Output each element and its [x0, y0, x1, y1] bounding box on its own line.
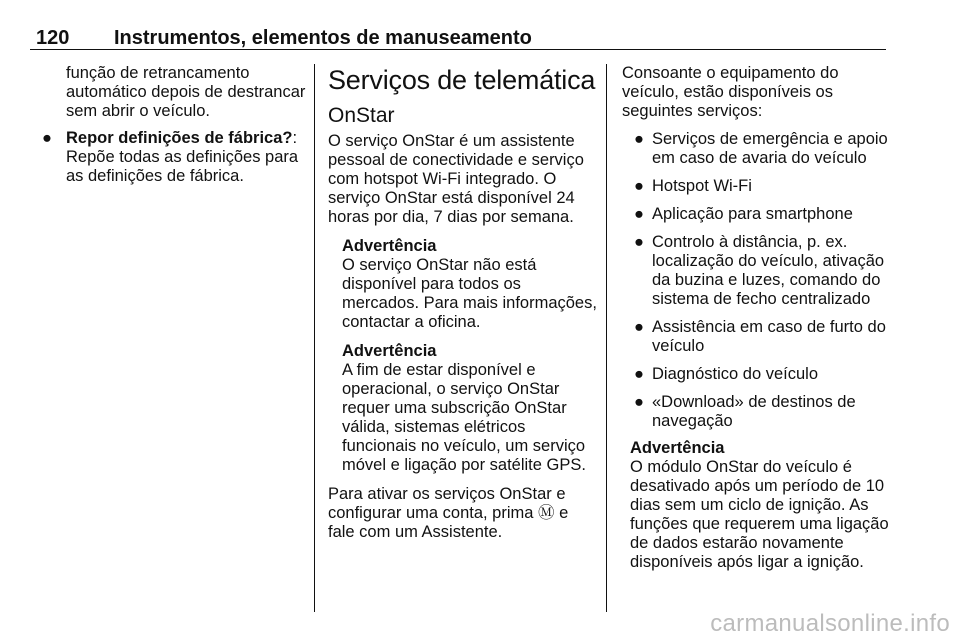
- note-label: Advertência: [630, 439, 725, 457]
- note-text: A fim de estar disponível e operacional, o serviço OnStar requer uma subscrição OnStar válida, sistemas elétricos funcionais no veículo, um serviço móvel e ligação por satélite GPS.: [342, 361, 586, 474]
- item-text: Repõe todas as definições para as definições de fábrica.: [66, 148, 299, 185]
- list-item-text: Aplicação para smartphone: [652, 205, 853, 223]
- list-item: [622, 205, 890, 224]
- note-box: [622, 439, 890, 572]
- list-item-text: «Download» de destinos de navegação: [652, 393, 856, 430]
- list-item-text: Controlo à distância, p. ex. localização do veículo, ativação da buzina e luzes, comando do sistema de fecho centralizado: [652, 233, 885, 308]
- item-title: Repor definições de fábrica?: [66, 129, 293, 147]
- column-divider: [606, 64, 607, 612]
- column-middle: [328, 64, 598, 542]
- column-right: [622, 64, 890, 572]
- intro-paragraph: O serviço OnStar é um assistente pessoal de conectividade e serviço com hotspot Wi-Fi integrado. O serviço OnStar está disponível 24 horas por dia, 7 dias por semana.: [328, 132, 584, 226]
- list-item: [622, 318, 890, 356]
- activation-text: Para ativar os serviços OnStar e configurar uma conta, prima: [328, 485, 566, 522]
- bullet-icon: ●: [634, 233, 644, 251]
- bullet-icon: ●: [634, 177, 644, 195]
- list-item: [622, 365, 890, 384]
- bullet-icon: ●: [42, 129, 52, 147]
- note-box: [328, 342, 598, 475]
- list-item: [622, 177, 890, 196]
- note-text: O serviço OnStar não está disponível para todos os mercados. Para mais informações, contactar a oficina.: [342, 256, 597, 331]
- subsection-title: OnStar: [328, 104, 395, 127]
- onstar-button-icon: Ⓜ: [538, 504, 555, 522]
- bullet-icon: ●: [634, 205, 644, 223]
- continuation-text: função de retrancamento automático depois de destrancar sem abrir o veículo.: [66, 64, 306, 120]
- services-list: [622, 130, 890, 431]
- services-intro: Consoante o equipamento do veículo, estão disponíveis os seguintes serviços:: [622, 64, 839, 120]
- list-item: [622, 393, 890, 431]
- note-label: Advertência: [342, 237, 437, 255]
- column-divider: [314, 64, 315, 612]
- note-text: O módulo OnStar do veículo é desativado após um período de 10 dias sem um ciclo de ignição. As funções que requerem uma ligação de dados estarão novamente disponíveis após ligar a ignição.: [630, 458, 889, 571]
- list-item-text: Assistência em caso de furto do veículo: [652, 318, 886, 355]
- list-item: [40, 129, 308, 186]
- list-item: [622, 130, 890, 168]
- page-number: 120: [36, 27, 70, 49]
- list-item-text: Hotspot Wi-Fi: [652, 177, 752, 195]
- bullet-icon: ●: [634, 318, 644, 336]
- list-item-text: Serviços de emergência e apoio em caso de avaria do veículo: [652, 130, 888, 167]
- item-colon: :: [292, 129, 298, 147]
- list-item: [622, 233, 890, 309]
- activation-paragraph: [328, 485, 598, 542]
- page-header: [30, 25, 886, 50]
- section-title: Serviços de telemática: [328, 65, 596, 95]
- bullet-icon: ●: [634, 393, 644, 411]
- list-item-text: Diagnóstico do veículo: [652, 365, 819, 383]
- note-label: Advertência: [342, 342, 437, 360]
- column-left: [40, 64, 308, 186]
- bullet-icon: ●: [634, 365, 644, 383]
- watermark: carmanualsonline.info: [710, 610, 950, 637]
- activation-text-end: e fale com um Assistente.: [328, 504, 569, 541]
- bullet-icon: ●: [634, 130, 644, 148]
- chapter-title: Instrumentos, elementos de manuseamento: [114, 27, 532, 49]
- note-box: [328, 237, 598, 332]
